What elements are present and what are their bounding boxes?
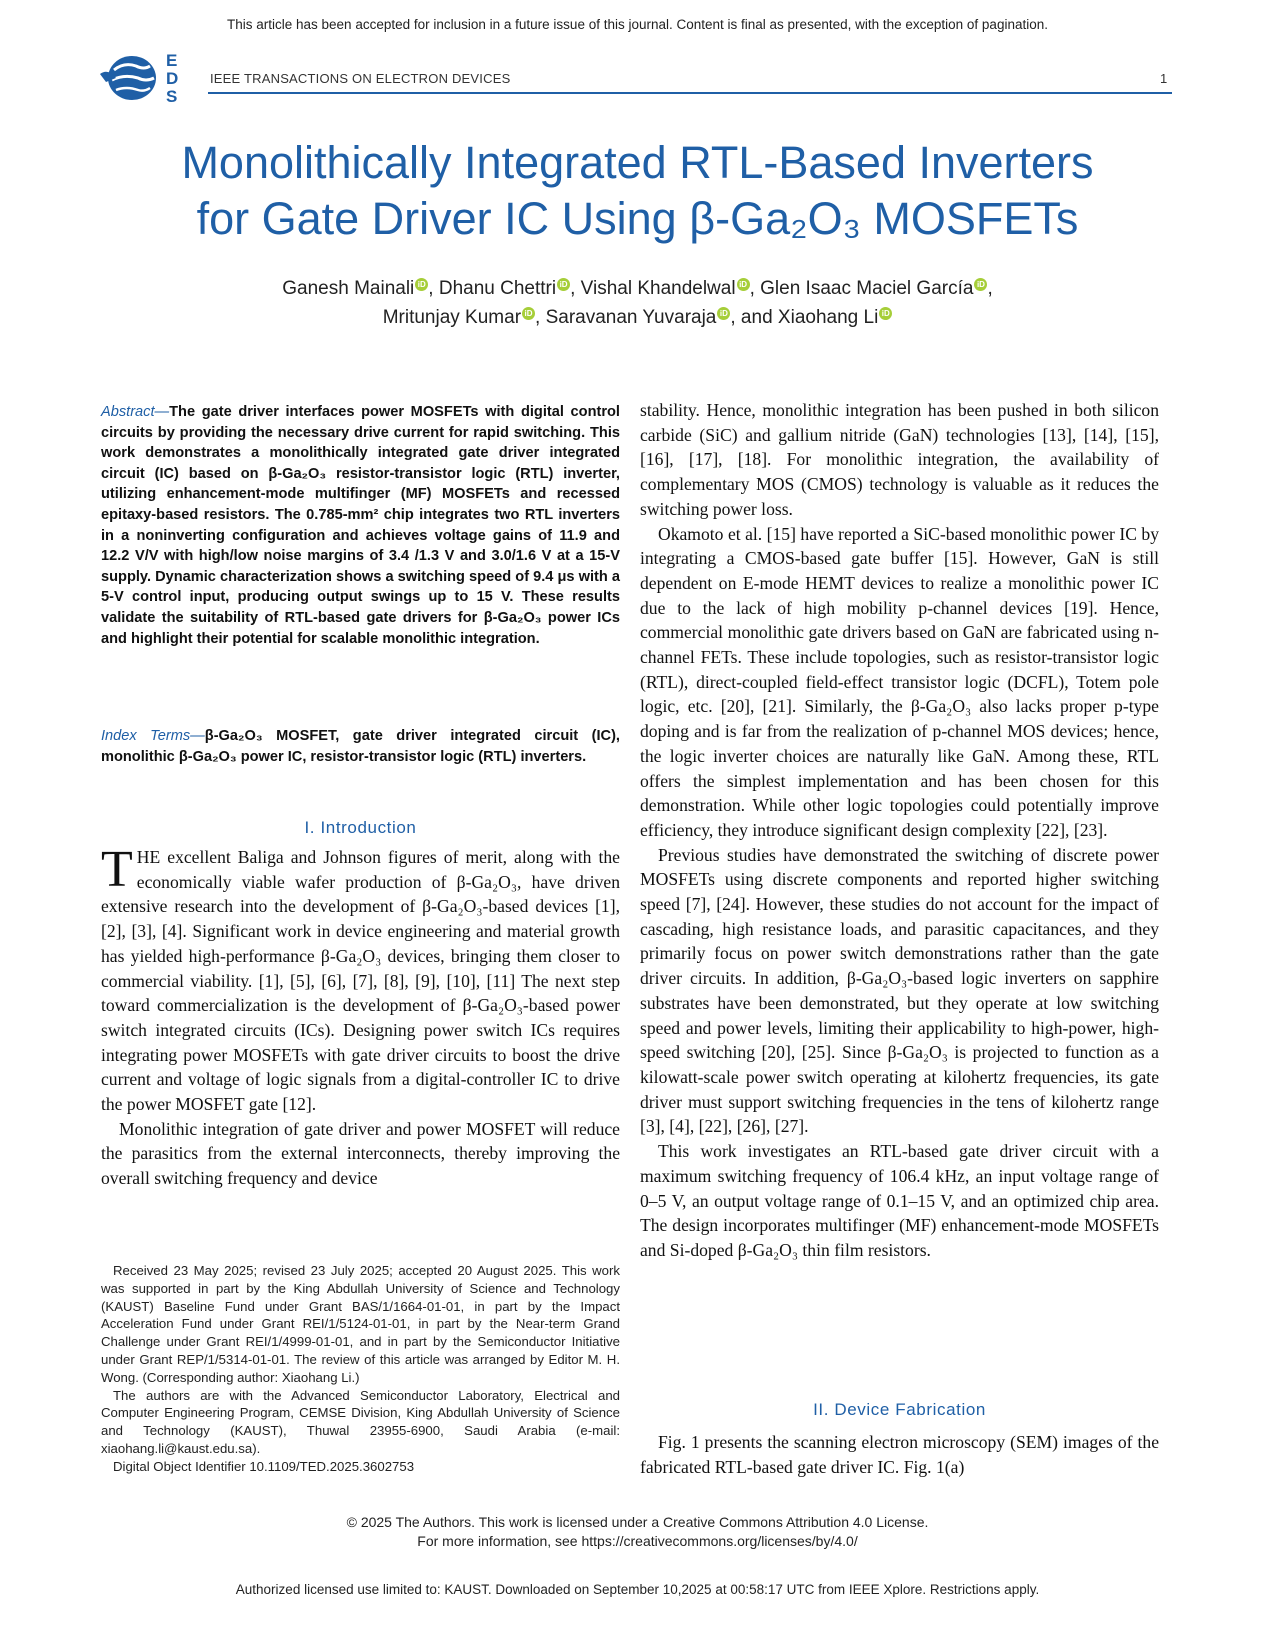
header-rule (208, 92, 1172, 94)
abstract (101, 402, 620, 649)
section-heading-device-fabrication: II. Device Fabrication (813, 1400, 986, 1419)
title-line-1: Monolithically Integrated RTL-Based Inverters (181, 137, 1094, 188)
license-line-1: © 2025 The Authors. This work is licensed under a Creative Commons Attribution 4.0 License. (346, 1514, 929, 1530)
orcid-icon[interactable]: iD (557, 278, 570, 291)
abstract-text: The gate driver interfaces power MOSFETs with digital control circuits by providing the necessary drive current for rapid switching. This work demonstrates a monolithically integrated gate driver integrated circuit (IC) based on β-Ga₂O₃ resistor-transistor logic (RTL) inverter, utilizing enhancement-mode multifinger (MF) MOSFETs and recessed epitaxy-based resistors. The 0.785-mm² chip integrates two RTL inverters in a noninverting configuration and achieves voltage gains of 11.9 and 12.2 V/V with high/low noise margins of 3.4 /1.3 V and 3.0/1.6 V at a 15-V supply. Dynamic characterization shows a switching speed of 9.4 μs with a 5-V control input, producing output swings up to 15 V. These results validate the suitability of RTL-based gate drivers for β-Ga₂O₃ power ICs and highlight their potential for scalable monolithic integration. (101, 404, 620, 647)
fabrication-paragraph-1: Fig. 1 presents the scanning electron microscopy (SEM) images of the fabricated RTL-based gate driver IC. Fig. 1(a) (640, 1432, 1159, 1477)
logo-letter-d: D (166, 69, 179, 88)
footnote-received: Received 23 May 2025; revised 23 July 2025; accepted 20 August 2025. This work was supported in part by the King Abdullah University of Science and Technology (KAUST) Baseline Fund under Grant BAS/1/1664-01-01, in part by the Impact Acceleration Fund under Grant REI/1/5124-01-01, in part by the Near-term Grand Challenge under Grant REI/1/4999-01-01, and in part by the Semiconductor Initiative under Grant REP/1/5314-01-01. The review of this article was arranged by Editor M. H. Wong. (Corresponding author: Xiaohang Li.) (101, 1263, 620, 1385)
title-line-2: for Gate Driver IC Using β-Ga₂O₃ MOSFETs (196, 193, 1079, 244)
logo-letter-e: E (166, 51, 178, 70)
eds-logo (98, 48, 190, 108)
section-heading-introduction: I. Introduction (304, 818, 417, 837)
footnote-doi: Digital Object Identifier 10.1109/TED.2025.3602753 (113, 1458, 415, 1474)
author-line-1: Ganesh Mainali iD , Dhanu Chettri iD , Vishal Khandelwal iD , Glen Isaac Maciel García iD , (282, 278, 993, 299)
introduction-body (101, 841, 620, 1191)
index-terms-label: Index Terms— (101, 728, 205, 744)
index-terms-text: β-Ga₂O₃ MOSFET, gate driver integrated circuit (IC), monolithic β-Ga₂O₃ power IC, resistor-transistor logic (RTL) inverters. (101, 728, 620, 765)
abstract-label: Abstract— (101, 404, 170, 420)
right-paragraph-2: Okamoto et al. [15] have reported a SiC-based monolithic power IC by integrating a CMOS-based gate buffer [15]. However, GaN is still dependent on E-mode HEMT devices to realize a monolithic power IC due to the lack of high mobility p-channel devices [19]. Hence, commercial monolithic gate drivers based on GaN are fabricated using n-channel FETs. These include topologies, such as resistor-transistor logic (RTL), direct-coupled field-effect transistor logic (DCFL), Totem pole logic, etc. [20], [21]. Similarly, the β-Ga₂O₃ also lacks proper p-type doping and is far from the realization of p-channel MOS devices; hence, the logic inverter choices are naturally like GaN. Among these, RTL offers the simplest implementation and has been chosen for this demonstration. While other logic topologies could potentially improve efficiency, they introduce significant design complexity [22], [23]. (640, 523, 1159, 840)
orcid-icon[interactable]: iD (415, 278, 428, 291)
author-name: Vishal Khandelwal (580, 278, 736, 299)
author-name: Ganesh Mainali (282, 278, 415, 299)
author-name: Mritunjay Kumar (382, 307, 522, 328)
orcid-icon[interactable]: iD (879, 307, 892, 320)
paper-title (90, 135, 1185, 247)
author-name: Saravanan Yuvaraja (545, 307, 717, 328)
author-name: Xiaohang Li (777, 307, 879, 328)
orcid-icon[interactable]: iD (522, 307, 535, 320)
author-line-2: Mritunjay Kumar iD , Saravanan Yuvaraja iD , and Xiaohang Li iD (150, 303, 1125, 332)
page-number: 1 (1160, 71, 1168, 86)
orcid-icon[interactable]: iD (717, 307, 730, 320)
license-line-2[interactable]: For more information, see https://creativecommons.org/licenses/by/4.0/ (417, 1533, 858, 1549)
right-paragraph-1: stability. Hence, monolithic integration has been pushed in both silicon carbide (SiC) and gallium nitride (GaN) technologies [13], [14], [15], [16], [17], [18]. For monolithic integration, the availability of complementary MOS (CMOS) technology is valuable as it reduces the switching power loss. (640, 400, 1159, 519)
footnote (101, 1262, 620, 1476)
index-terms (101, 726, 620, 767)
author-name: Dhanu Chettri (438, 278, 557, 299)
right-paragraph-4: This work investigates an RTL-based gate driver circuit with a maximum switching frequency of 106.4 kHz, an input voltage range of 0–5 V, an output voltage range of 0.1–15 V, and an optimized chip area. The design incorporates multifinger (MF) enhancement-mode MOSFETs and Si-doped β-Ga₂O₃ thin film resistors. (640, 1141, 1159, 1260)
drop-cap: T (101, 841, 133, 898)
orcid-icon[interactable]: iD (974, 278, 987, 291)
right-paragraph-3: Previous studies have demonstrated the switching of discrete power MOSFETs using discrete components and reported higher switching speed [7], [24]. However, these studies do not account for the impact of cascading, high resistance loads, and parasitic capacitances, and they primarily focus on power switch demonstrations rather than the gate driver circuits. In addition, β-Ga₂O₃-based logic inverters on sapphire substrates have been demonstrated, but they operate at low switching speed and power levels, limiting their applicability to high-power, high-speed switching [20], [25]. Since β-Ga₂O₃ is projected to function as a kilowatt-scale power switch operating at kilohertz frequencies, its gate driver must support switching frequencies in the tens of kilohertz range [3], [4], [22], [26], [27]. (640, 844, 1159, 1137)
fabrication-body (640, 1430, 1159, 1479)
logo-letter-s: S (166, 87, 178, 106)
right-column-body (640, 398, 1159, 1263)
acceptance-note: This article has been accepted for inclusion in a future issue of this journal. Content is final as presented, with the exception of pagination. (227, 17, 1048, 32)
journal-name: IEEE TRANSACTIONS ON ELECTRON DEVICES (210, 71, 511, 86)
footnote-affiliation: The authors are with the Advanced Semiconductor Laboratory, Electrical and Computer Engineering Program, CEMSE Division, King Abdullah University of Science and Technology (KAUST), Thuwal 23955-6900, Saudi Arabia (e-mail: xiaohang.li@kaust.edu.sa). (101, 1387, 620, 1456)
license-notice (0, 1513, 1275, 1551)
author-name: Glen Isaac Maciel García (760, 278, 974, 299)
orcid-icon[interactable]: iD (737, 278, 750, 291)
intro-paragraph-2: Monolithic integration of gate driver and power MOSFET will reduce the parasitics from the external interconnects, thereby improving the overall switching frequency and device (101, 1118, 620, 1189)
authorized-use-notice: Authorized licensed use limited to: KAUST. Downloaded on September 10,2025 at 00:58:17 UTC from IEEE Xplore. Restrictions apply. (235, 1582, 1040, 1597)
author-list (150, 274, 1125, 332)
intro-paragraph-1: HE excellent Baliga and Johnson figures of merit, along with the economically viable wafer production of β-Ga₂O₃, have driven extensive research into the development of β-Ga₂O₃-based devices [1], [2], [3], [4]. Significant work in device engineering and material growth has yielded high-performance β-Ga₂O₃ devices, bringing them closer to commercial viability. [1], [5], [6], [7], [8], [9], [10], [11] The next step toward commercialization is the development of β-Ga₂O₃-based power switch integrated circuits (ICs). Designing power switch ICs requires integrating power MOSFETs with gate driver circuits to boost the drive current and voltage of logic signals from a digital-controller IC to drive the power MOSFET gate [12]. (101, 847, 620, 1115)
